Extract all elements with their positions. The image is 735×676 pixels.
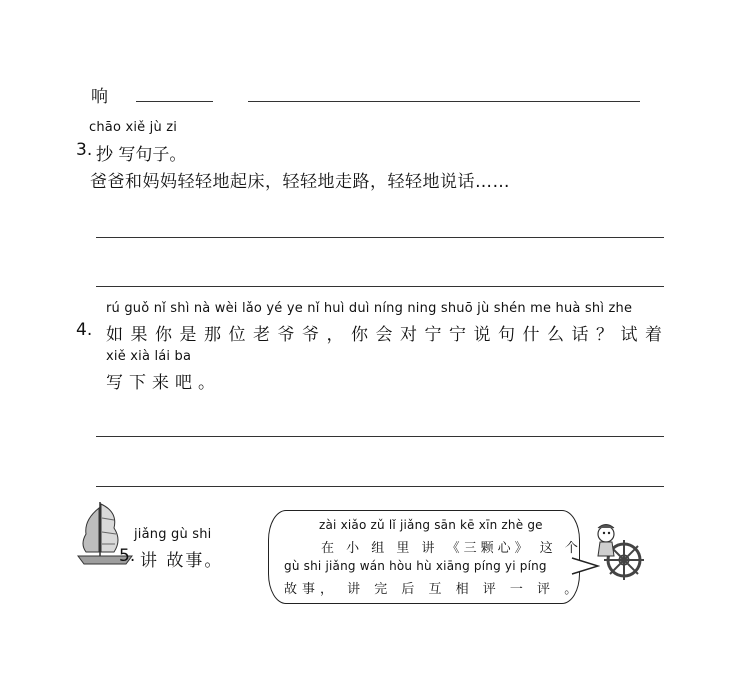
q3-answer-line-2[interactable]: [96, 286, 664, 287]
answer-line-short[interactable]: [136, 101, 213, 102]
q4-text-line2: 写下来吧。: [106, 373, 221, 393]
q3-sentence: 爸爸和妈妈轻轻地起床，轻轻地走路，轻轻地说话……: [90, 172, 510, 192]
q4-pinyin-line1: rú guǒ nǐ shì nà wèi lǎo yé ye nǐ huì duì níng ning shuō jù shén me huà shì zhe: [106, 301, 633, 316]
bubble-pinyin-line1: zài xiǎo zǔ lǐ jiǎng sān kē xīn zhè ge: [319, 518, 543, 532]
char-xiang: 响: [91, 87, 108, 107]
q4-number: 4.: [76, 320, 93, 340]
q3-pinyin: chāo xiě jù zi: [89, 120, 178, 135]
q5-pinyin: jiǎng gù shi: [134, 527, 212, 542]
sailor-wheel-icon: [588, 520, 648, 582]
q4-answer-line-2[interactable]: [96, 486, 664, 487]
q4-text-line1: 如果你是那位老爷爷，你会对宁宁说句什么话？试着: [106, 325, 670, 345]
q3-number: 3.: [76, 140, 93, 160]
bubble-pinyin-line2: gù shi jiǎng wán hòu hù xiāng píng yi píng: [284, 559, 547, 573]
bubble-text-line1: 在 小 组 里 讲 《三颗心》 这 个: [321, 541, 582, 556]
q4-answer-line-1[interactable]: [96, 436, 664, 437]
q4-pinyin-line2: xiě xià lái ba: [106, 349, 192, 364]
q3-title: 抄 写句子。: [96, 145, 187, 165]
q5-number: 5.: [119, 546, 136, 566]
bubble-text-line2: 故事， 讲 完 后 互 相 评 一 评 。: [284, 582, 583, 597]
q5-title: 讲 故事。: [140, 551, 224, 571]
q3-answer-line-1[interactable]: [96, 237, 664, 238]
answer-line-long[interactable]: [248, 101, 640, 102]
